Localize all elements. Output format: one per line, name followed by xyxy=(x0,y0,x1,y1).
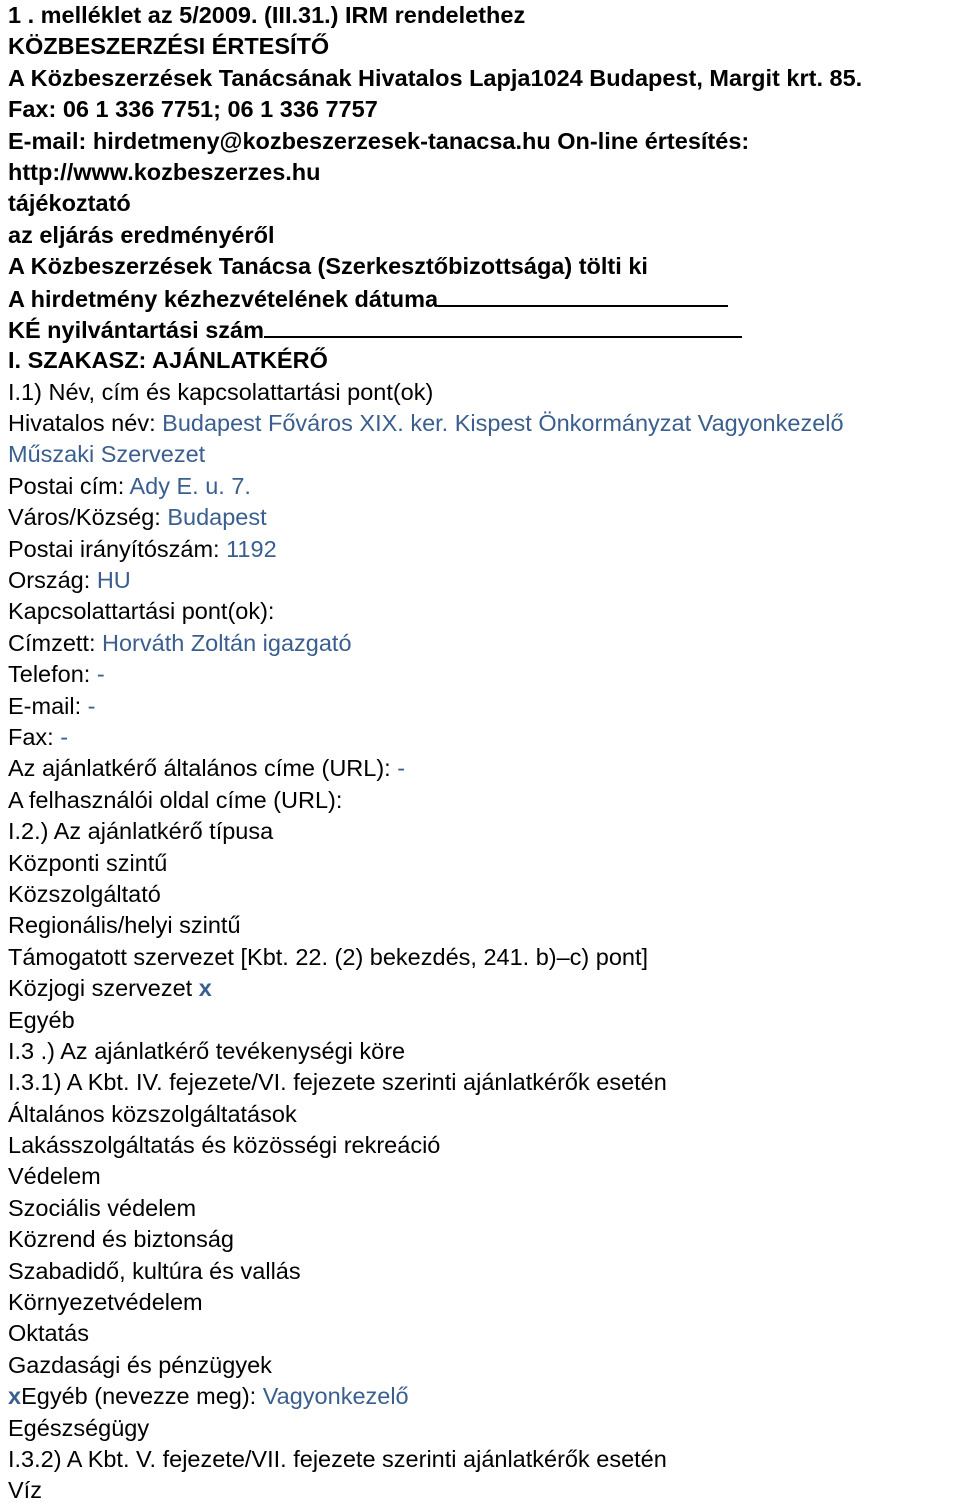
type-central: Központi szintű xyxy=(8,849,168,876)
activity-other-label: Egyéb (nevezze meg): xyxy=(21,1383,263,1410)
reg-number-blank xyxy=(264,314,742,338)
type-other: Egyéb xyxy=(8,1006,75,1033)
email-label: E-mail: xyxy=(8,692,88,719)
activity-water: Víz xyxy=(8,1477,42,1504)
reg-number-label: KÉ nyilvántartási szám xyxy=(8,316,264,343)
addressee-row xyxy=(8,628,960,659)
activity-social: Szociális védelem xyxy=(8,1194,197,1221)
email-online-line: E-mail: hirdetmeny@kozbeszerzesek-tanacsa.hu On-line értesítés: xyxy=(8,127,750,154)
bulletin-title: KÖZBESZERZÉSI ÉRTESÍTŐ xyxy=(8,33,330,60)
type-regional: Regionális/helyi szintű xyxy=(8,912,241,939)
country-row xyxy=(8,565,960,596)
phone-value: - xyxy=(96,661,105,688)
type-public-law-row xyxy=(8,973,960,1004)
country-value: HU xyxy=(96,567,131,594)
receipt-date-blank xyxy=(438,283,728,307)
zip-row xyxy=(8,534,960,565)
postal-address-row xyxy=(8,471,960,502)
fax-label: Fax: xyxy=(8,723,61,750)
general-url-label: Az ajánlatkérő általános címe (URL): xyxy=(8,755,398,782)
activity-general: Általános közszolgáltatások xyxy=(8,1100,297,1127)
official-name-label: Hivatalos név: xyxy=(8,410,163,437)
buyer-profile-label: A felhasználói oldal címe (URL): xyxy=(8,786,343,813)
activity-economic: Gazdasági és pénzügyek xyxy=(8,1351,272,1378)
zip-value: 1192 xyxy=(226,535,277,562)
phone-row xyxy=(8,659,960,690)
type-public-law-label: Közjogi szervezet xyxy=(8,975,199,1002)
addressee-value: Horváth Zoltán igazgató xyxy=(102,629,352,656)
type-utility: Közszolgáltató xyxy=(8,880,161,907)
contact-points-label: Kapcsolattartási pont(ok): xyxy=(8,598,275,625)
postal-address-value: Ady E. u. 7. xyxy=(129,472,251,499)
addressee-label: Címzett: xyxy=(8,629,103,656)
section-title: I. SZAKASZ: AJÁNLATKÉRŐ xyxy=(8,347,328,374)
type-supported: Támogatott szervezet [Kbt. 22. (2) bekezdés, 241. b)–c) pont] xyxy=(8,943,649,970)
email-value: - xyxy=(87,692,96,719)
website-line: http://www.kozbeszerzes.hu xyxy=(8,158,321,185)
doc-type: tájékoztató xyxy=(8,190,131,217)
type-public-law-check-mark: x xyxy=(198,975,212,1002)
activity-subheading-1: I.3.1) A Kbt. IV. fejezete/VI. fejezete szerinti ajánlatkérők esetén xyxy=(8,1069,667,1096)
city-value: Budapest xyxy=(167,504,267,531)
city-label: Város/Község: xyxy=(8,504,168,531)
type-heading: I.2.) Az ajánlatkérő típusa xyxy=(8,818,274,845)
country-label: Ország: xyxy=(8,567,97,594)
activity-other-row xyxy=(8,1381,960,1412)
publisher-line: A Közbeszerzések Tanácsának Hivatalos Lapja1024 Budapest, Margit krt. 85. xyxy=(8,64,863,91)
contact-heading: I.1) Név, cím és kapcsolattartási pont(ok) xyxy=(8,378,434,405)
official-name-row xyxy=(8,408,960,439)
activity-public-order: Közrend és biztonság xyxy=(8,1226,235,1253)
receipt-date-label: A hirdetmény kézhezvételének dátuma xyxy=(8,285,439,312)
activity-defence: Védelem xyxy=(8,1163,101,1190)
phone-label: Telefon: xyxy=(8,661,97,688)
reg-number-row xyxy=(8,314,960,345)
doc-subject: az eljárás eredményéről xyxy=(8,221,275,248)
activity-other-value: Vagyonkezelő xyxy=(262,1383,409,1410)
city-row xyxy=(8,502,960,533)
activity-housing: Lakásszolgáltatás és közösségi rekreáció xyxy=(8,1132,441,1159)
general-url-value: - xyxy=(397,755,406,782)
official-name-value-cont: Műszaki Szervezet xyxy=(8,441,206,468)
activity-other-check-mark: x xyxy=(8,1383,22,1410)
email-row xyxy=(8,691,960,722)
activity-health: Egészségügy xyxy=(8,1414,150,1441)
activity-leisure: Szabadidő, kultúra és vallás xyxy=(8,1257,301,1284)
official-name-value: Budapest Főváros XIX. ker. Kispest Önkormányzat Vagyonkezelő xyxy=(162,410,844,437)
fax-value: - xyxy=(60,723,69,750)
postal-address-label: Postai cím: xyxy=(8,472,130,499)
general-url-row xyxy=(8,753,960,784)
fax-row xyxy=(8,722,960,753)
fax-line: Fax: 06 1 336 7751; 06 1 336 7757 xyxy=(8,96,378,123)
filled-by-note: A Közbeszerzések Tanácsa (Szerkesztőbizottsága) tölti ki xyxy=(8,253,648,280)
zip-label: Postai irányítószám: xyxy=(8,535,227,562)
activity-subheading-2: I.3.2) A Kbt. V. fejezete/VII. fejezete szerinti ajánlatkérők esetén xyxy=(8,1445,667,1472)
annex-title: 1 . melléklet az 5/2009. (III.31.) IRM rendelethez xyxy=(8,2,526,28)
receipt-date-row xyxy=(8,283,960,314)
activity-education: Oktatás xyxy=(8,1320,89,1347)
activity-heading: I.3 .) Az ajánlatkérő tevékenységi köre xyxy=(8,1037,406,1064)
activity-environment: Környezetvédelem xyxy=(8,1289,203,1316)
